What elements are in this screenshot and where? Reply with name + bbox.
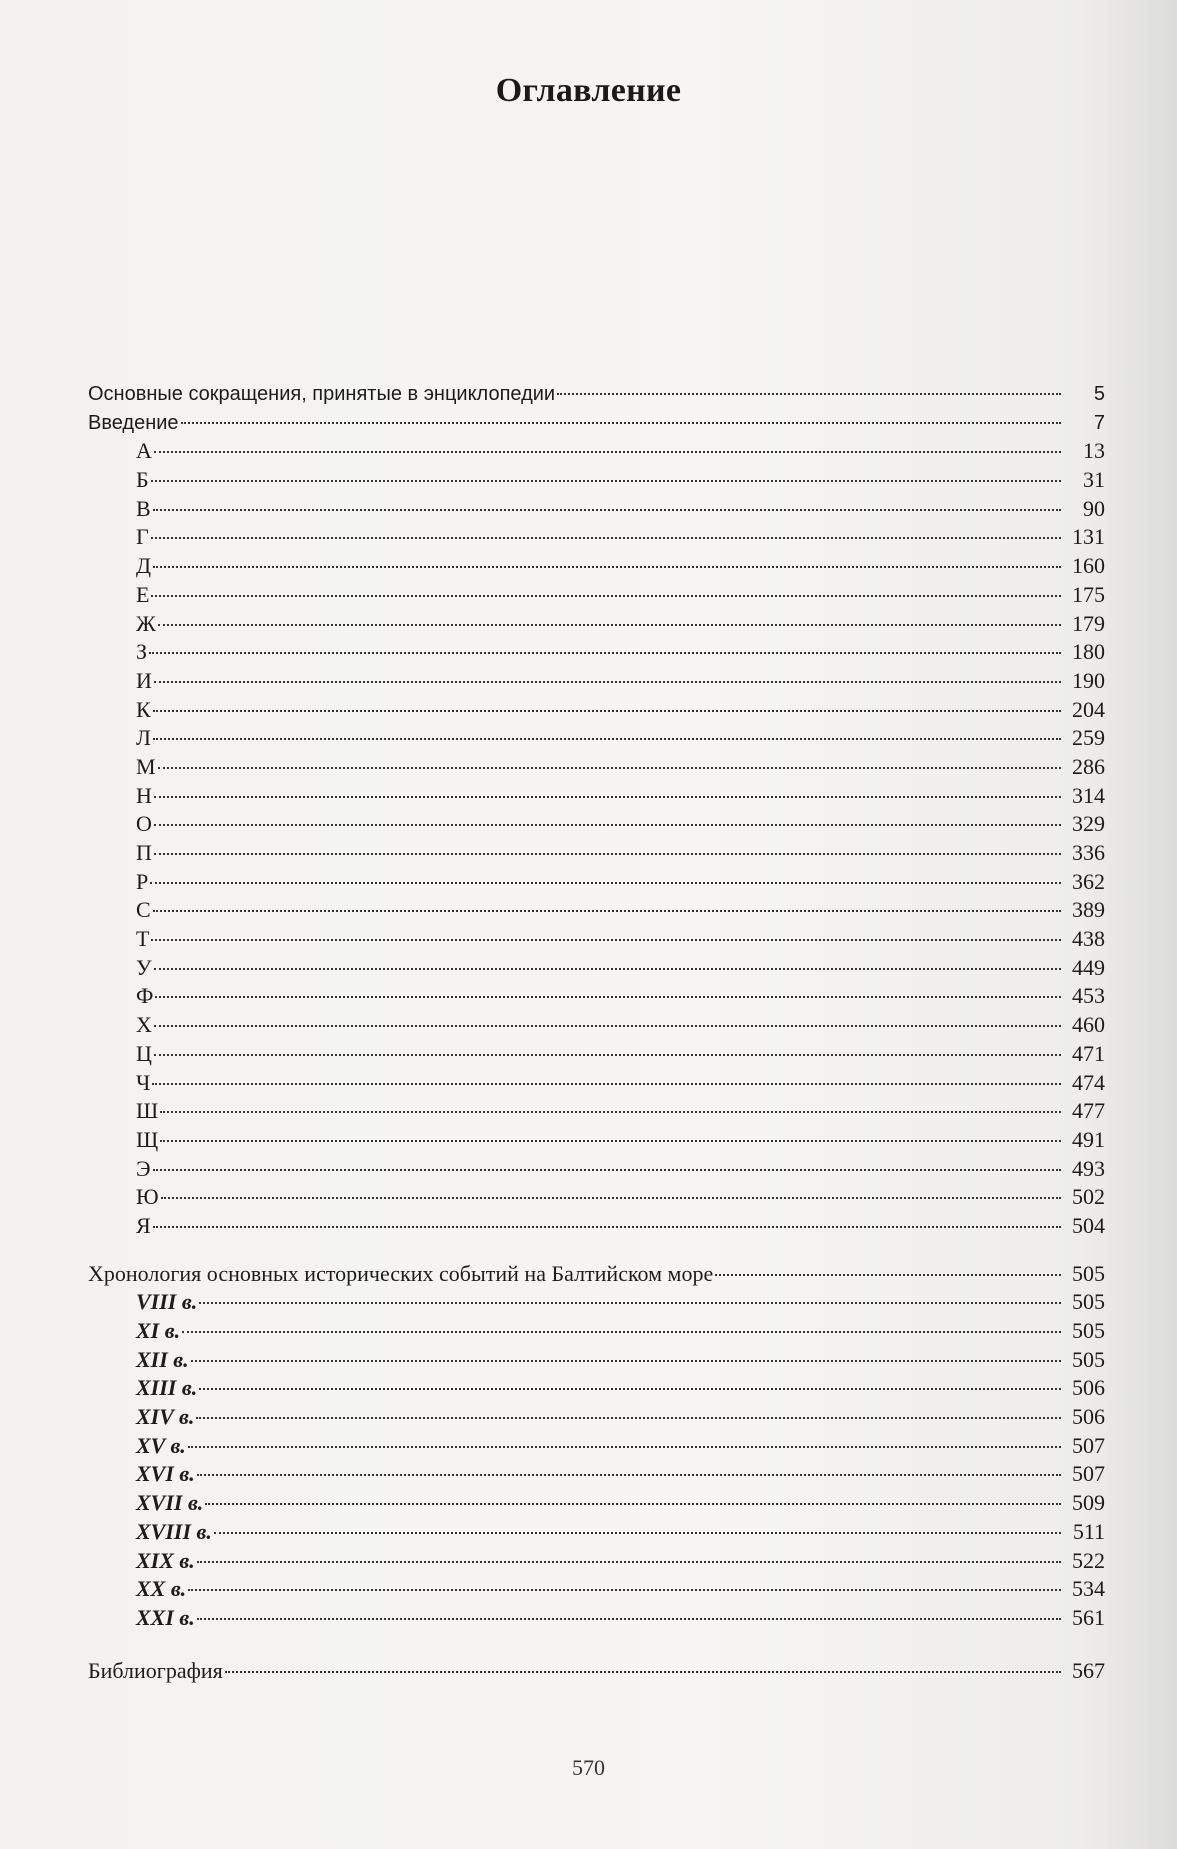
toc-entry-label: Е (136, 581, 150, 607)
toc-entry-page: 131 (1072, 524, 1105, 550)
toc-entry-page: 511 (1072, 1518, 1105, 1544)
dot-leader (153, 738, 1061, 740)
toc-entry-letter (88, 466, 1105, 495)
toc-entry-label: И (136, 667, 152, 693)
toc-entry-page: 507 (1072, 1461, 1105, 1487)
toc-entry-page: 160 (1072, 553, 1105, 579)
dot-leader (153, 509, 1061, 511)
toc-entry-letter (88, 437, 1105, 466)
toc-entry-century (88, 1575, 1105, 1604)
toc-entry-label: Ж (136, 610, 156, 636)
dot-leader (160, 1111, 1061, 1113)
dot-leader (153, 1169, 1061, 1171)
toc-entry-label: XIV в. (136, 1404, 195, 1430)
toc-entry-page: 509 (1072, 1490, 1105, 1516)
toc-entry-label: З (136, 639, 148, 665)
dot-leader (181, 422, 1061, 424)
toc-entry-letter (88, 523, 1105, 552)
toc-entry-page: 7 (1093, 411, 1105, 434)
toc-entry-letter (88, 839, 1105, 868)
toc-entry-page: 491 (1072, 1126, 1105, 1152)
toc-entry-label: Б (136, 467, 149, 493)
dot-leader (153, 1226, 1061, 1228)
toc-entry-century (88, 1374, 1105, 1403)
toc-entry-page: 460 (1072, 1012, 1105, 1038)
toc-entry-century (88, 1460, 1105, 1489)
toc-entry-letter (88, 1212, 1105, 1241)
toc-entry-label: Т (136, 926, 150, 952)
dot-leader (188, 1589, 1061, 1591)
toc-entry-page: 336 (1072, 840, 1105, 865)
toc-entry-century (88, 1489, 1105, 1518)
toc-entry-page: 329 (1072, 811, 1105, 837)
toc-entry-page: 362 (1072, 868, 1105, 894)
dot-leader (153, 910, 1061, 912)
toc-entry-page: 505 (1072, 1318, 1105, 1343)
dot-leader (197, 1474, 1061, 1476)
toc-entry-label: Библиография (88, 1657, 223, 1683)
dot-leader (154, 853, 1061, 855)
toc-entry-letter (88, 1097, 1105, 1126)
toc-entry-page: 474 (1072, 1069, 1105, 1095)
toc-entry-page: 504 (1072, 1212, 1105, 1238)
toc-entry-page: 502 (1072, 1184, 1105, 1210)
dot-leader (150, 882, 1061, 884)
toc-entry-page: 389 (1072, 897, 1105, 923)
toc-entry-letter (88, 1126, 1105, 1155)
toc-entry-label: Хронология основных исторических событий на Балтийском море (88, 1260, 714, 1286)
toc-entry-label: В (136, 495, 151, 521)
dot-leader (188, 1446, 1061, 1448)
toc-entry-label: У (136, 954, 152, 980)
table-of-contents (88, 380, 1105, 1685)
toc-entry-page: 567 (1072, 1657, 1105, 1683)
toc-entry-introduction (88, 409, 1105, 438)
toc-entry-label: Ф (136, 983, 154, 1009)
dot-leader (161, 1197, 1061, 1199)
toc-entry-label: Р (136, 868, 149, 894)
dot-leader (154, 824, 1061, 826)
toc-entry-label: А (136, 438, 152, 464)
dot-leader (191, 1360, 1061, 1362)
toc-entry-page: 477 (1072, 1098, 1105, 1124)
toc-entry-label: XVII в. (136, 1490, 204, 1516)
toc-entry-page: 534 (1072, 1576, 1105, 1602)
toc-entry-page: 505 (1072, 1346, 1105, 1372)
toc-entry-letter (88, 925, 1105, 954)
dot-leader (205, 1503, 1061, 1505)
toc-entry-letter (88, 782, 1105, 811)
toc-entry-label: Э (136, 1155, 151, 1181)
dot-leader (715, 1274, 1061, 1276)
toc-entry-label: С (136, 897, 151, 923)
toc-entry-label: Д (136, 553, 152, 579)
toc-entry-label: XV в. (136, 1432, 186, 1458)
dot-leader (160, 1140, 1061, 1142)
toc-entry-label: Я (136, 1212, 151, 1238)
toc-entry-label: К (136, 696, 151, 722)
toc-entry-label: Н (136, 782, 152, 808)
toc-entry-century (88, 1432, 1105, 1461)
toc-entry-letter (88, 954, 1105, 983)
toc-entry-century (88, 1317, 1105, 1346)
toc-entry-letter (88, 724, 1105, 753)
toc-entry-abbreviations (88, 380, 1105, 409)
dot-leader (154, 1054, 1061, 1056)
toc-entry-label: Ю (136, 1184, 159, 1210)
toc-entry-label: Л (136, 725, 151, 751)
toc-entry-page: 13 (1083, 438, 1105, 464)
toc-entry-label: XVI в. (136, 1461, 195, 1487)
toc-entry-label: XX в. (136, 1576, 187, 1602)
toc-entry-page: 314 (1072, 782, 1105, 808)
toc-entry-letter (88, 810, 1105, 839)
dot-leader (158, 624, 1061, 626)
dot-leader (154, 1025, 1061, 1027)
century-entries (88, 1288, 1105, 1632)
dot-leader (154, 451, 1061, 453)
toc-entry-letter (88, 1183, 1105, 1212)
toc-entry-letter (88, 1069, 1105, 1098)
toc-entry-page: 506 (1072, 1375, 1105, 1401)
toc-entry-letter (88, 696, 1105, 725)
toc-entry-label: XIII в. (136, 1375, 198, 1401)
toc-entry-bibliography (88, 1657, 1105, 1686)
page-number: 570 (572, 1755, 605, 1780)
toc-entry-label: XIX в. (136, 1547, 195, 1573)
toc-entry-letter (88, 610, 1105, 639)
toc-entry-label: Основные сокращения, принятые в энциклопедии (88, 383, 556, 405)
toc-entry-century (88, 1604, 1105, 1633)
toc-entry-label: М (136, 753, 156, 779)
dot-leader (154, 796, 1061, 798)
page-title: Оглавление (495, 72, 682, 109)
toc-entry-label: XII в. (136, 1346, 189, 1372)
toc-entry-letter (88, 896, 1105, 925)
dot-leader (225, 1671, 1061, 1673)
toc-entry-century (88, 1346, 1105, 1375)
toc-entry-page: 190 (1072, 667, 1105, 693)
dot-leader (151, 480, 1061, 482)
toc-entry-page: 175 (1072, 581, 1105, 607)
toc-entry-page: 561 (1072, 1604, 1105, 1630)
dot-leader (149, 652, 1061, 654)
toc-entry-label: XI в. (136, 1318, 181, 1343)
toc-entry-label: Введение (88, 411, 179, 434)
dot-leader (199, 1302, 1061, 1304)
toc-entry-page: 90 (1083, 495, 1105, 521)
toc-entry-label: П (136, 840, 152, 865)
toc-entry-century (88, 1518, 1105, 1547)
toc-entry-label: XVIII в. (136, 1518, 212, 1544)
dot-leader (199, 1388, 1061, 1390)
toc-entry-page: 179 (1072, 610, 1105, 636)
dot-leader (196, 1417, 1061, 1419)
dot-leader (557, 393, 1061, 395)
dot-leader (197, 1561, 1061, 1563)
toc-entry-page: 505 (1072, 1289, 1105, 1315)
toc-entry-page: 204 (1072, 696, 1105, 722)
toc-entry-label: О (136, 811, 152, 837)
dot-leader (154, 968, 1061, 970)
dot-leader (154, 681, 1061, 683)
toc-entry-letter (88, 868, 1105, 897)
toc-entry-century (88, 1547, 1105, 1576)
toc-entry-label: Щ (136, 1126, 159, 1152)
dot-leader (155, 996, 1061, 998)
toc-entry-chronology (88, 1260, 1105, 1289)
dot-leader (152, 1083, 1061, 1085)
toc-entry-page: 5 (1093, 383, 1105, 405)
toc-entry-label: XXI в. (136, 1604, 195, 1630)
letter-entries (88, 437, 1105, 1240)
toc-entry-page: 471 (1072, 1040, 1105, 1066)
toc-entry-page: 505 (1072, 1260, 1105, 1286)
toc-entry-letter (88, 1040, 1105, 1069)
toc-entry-letter (88, 1011, 1105, 1040)
dot-leader (214, 1532, 1061, 1534)
toc-entry-label: VIII в. (136, 1289, 198, 1315)
toc-entry-letter (88, 982, 1105, 1011)
toc-entry-page: 493 (1072, 1155, 1105, 1181)
toc-entry-letter (88, 1155, 1105, 1184)
toc-entry-page: 438 (1072, 926, 1105, 952)
toc-entry-page: 453 (1072, 983, 1105, 1009)
toc-entry-letter (88, 552, 1105, 581)
dot-leader (197, 1618, 1061, 1620)
toc-entry-page: 31 (1083, 467, 1105, 493)
toc-entry-page: 259 (1072, 725, 1105, 751)
toc-entry-page: 507 (1072, 1432, 1105, 1458)
toc-entry-page: 522 (1072, 1547, 1105, 1573)
dot-leader (153, 566, 1061, 568)
toc-entry-century (88, 1288, 1105, 1317)
toc-entry-label: Ш (136, 1098, 159, 1124)
toc-entry-letter (88, 753, 1105, 782)
toc-entry-letter (88, 667, 1105, 696)
toc-entry-label: Ч (136, 1069, 151, 1095)
toc-entry-page: 449 (1072, 954, 1105, 980)
toc-entry-label: Г (136, 524, 149, 550)
dot-leader (182, 1331, 1061, 1333)
dot-leader (158, 767, 1061, 769)
toc-entry-century (88, 1403, 1105, 1432)
toc-entry-label: Ц (136, 1040, 152, 1066)
toc-entry-page: 506 (1072, 1404, 1105, 1430)
toc-entry-label: Х (136, 1012, 152, 1038)
dot-leader (151, 537, 1061, 539)
toc-entry-page: 180 (1072, 639, 1105, 665)
toc-entry-letter (88, 581, 1105, 610)
dot-leader (153, 710, 1061, 712)
dot-leader (151, 595, 1061, 597)
dot-leader (151, 939, 1061, 941)
toc-entry-letter (88, 495, 1105, 524)
toc-entry-letter (88, 638, 1105, 667)
toc-entry-page: 286 (1072, 753, 1105, 779)
